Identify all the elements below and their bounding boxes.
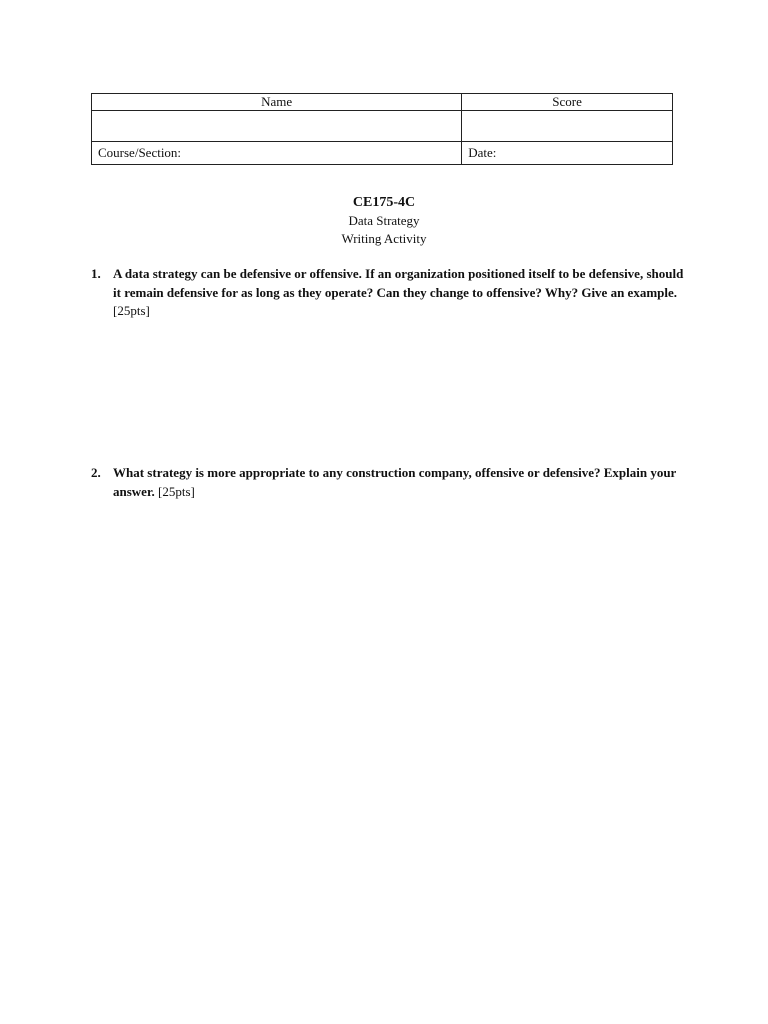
question-prompt: What strategy is more appropriate to any construction company, offensive or defensive? Explain your answer. bbox=[113, 465, 677, 499]
table-header-row bbox=[92, 94, 673, 111]
score-header: Score bbox=[462, 94, 673, 111]
course-code: CE175-4C bbox=[352, 195, 416, 210]
question-1 bbox=[91, 265, 691, 321]
document-subtitle: Data Strategy bbox=[348, 213, 420, 228]
question-number: 1. bbox=[91, 266, 101, 281]
student-info-table bbox=[91, 93, 673, 165]
question-2 bbox=[91, 464, 691, 501]
table-entry-row bbox=[92, 111, 673, 142]
name-header: Name bbox=[92, 94, 462, 111]
question-text bbox=[113, 265, 691, 321]
question-number: 2. bbox=[91, 465, 101, 480]
activity-title: Writing Activity bbox=[341, 231, 427, 246]
course-section-field[interactable]: Course/Section: bbox=[92, 142, 462, 165]
table-meta-row bbox=[92, 142, 673, 165]
question-prompt: A data strategy can be defensive or offensive. If an organization positioned itself to be defensive, should it remain defensive for as long as they operate? Can they change to offensive? Why? Give an example. bbox=[113, 266, 684, 300]
question-points: [25pts] bbox=[158, 483, 195, 499]
name-field[interactable] bbox=[92, 111, 462, 142]
date-field[interactable]: Date: bbox=[462, 142, 673, 165]
question-points: [25pts] bbox=[113, 303, 150, 318]
question-text bbox=[113, 464, 691, 501]
score-field[interactable] bbox=[462, 111, 673, 142]
